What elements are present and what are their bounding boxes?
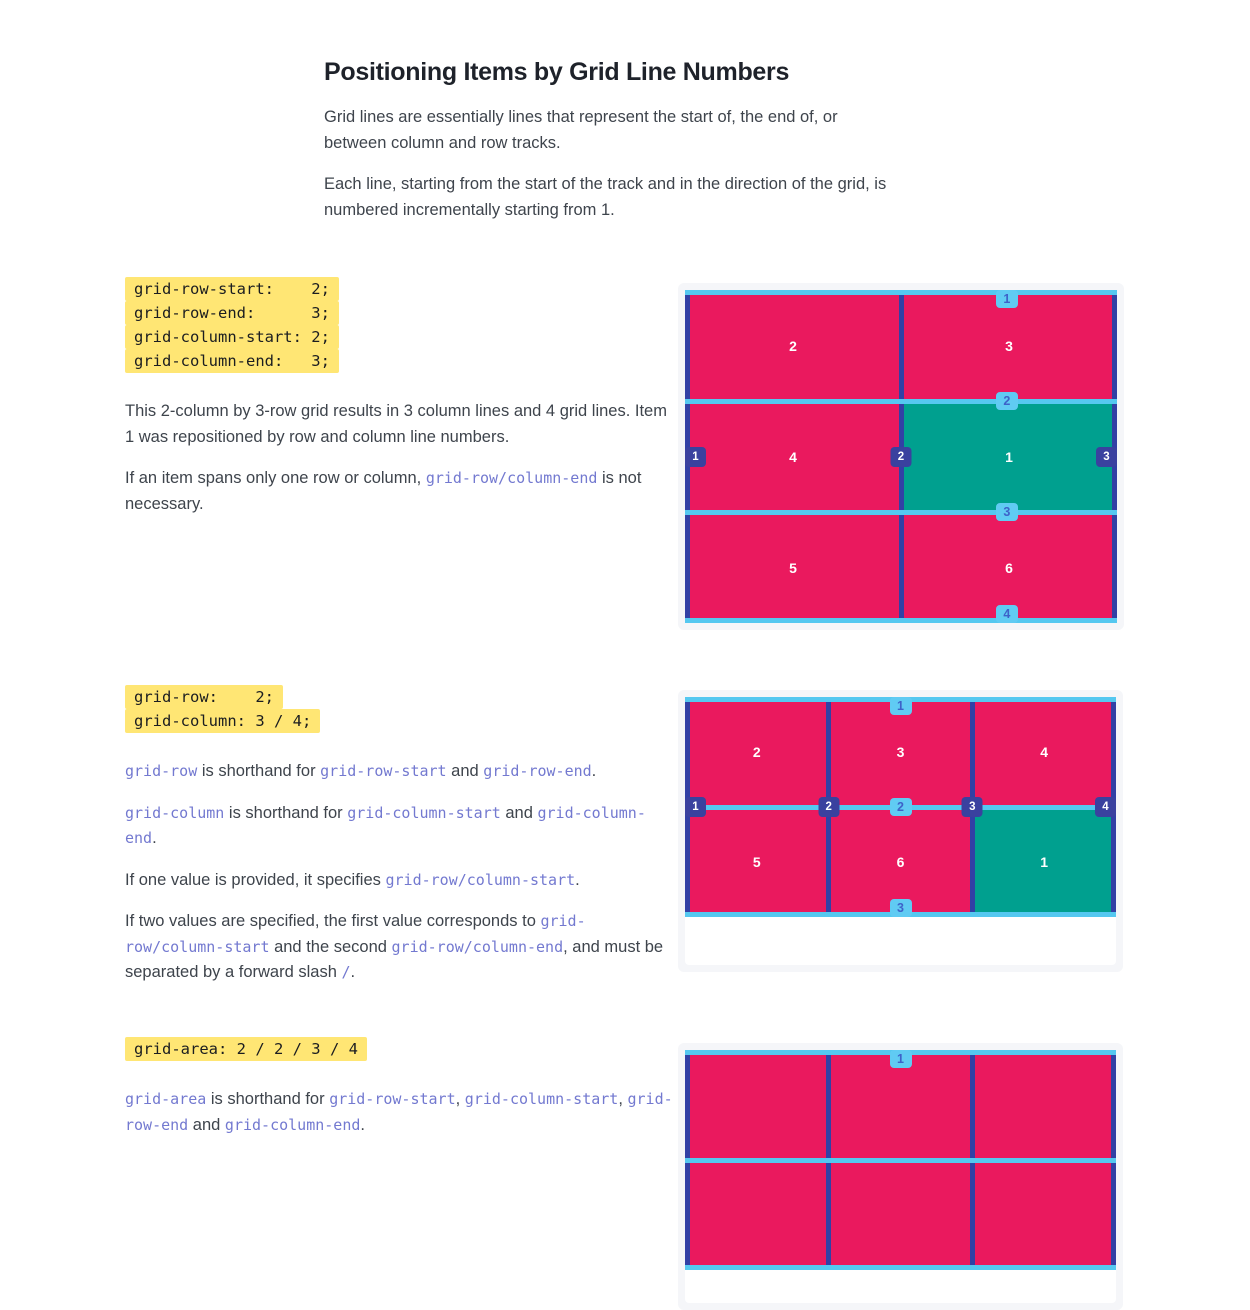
section-paragraphs [125, 399, 673, 517]
grid-cell [685, 401, 901, 512]
text-run: is shorthand for [206, 1090, 330, 1108]
code-line [125, 349, 673, 373]
text-run: This 2-column by 3-row grid results in 3 column lines and 4 grid lines. Item 1 was repositioned by row and column line numbers. [125, 402, 667, 446]
column-line-badge: 2 [891, 447, 912, 467]
code-highlight: grid-row: 2; [125, 685, 283, 709]
column-line-badge: 1 [685, 797, 706, 817]
inline-code: grid-column-end [125, 803, 646, 847]
code-highlight: grid-area: 2 / 2 / 3 / 4 [125, 1037, 367, 1061]
inline-code: grid-row-start [320, 762, 447, 780]
grid-demo-shorthand [678, 690, 1123, 972]
grid-box [685, 290, 1117, 623]
paragraph [125, 801, 673, 852]
inline-code: grid-row/column-end [391, 937, 564, 956]
code-block-grid-row-column-start-end [125, 277, 673, 373]
column-line-badge: 1 [685, 447, 706, 467]
code-highlight: grid-column-start: 2; [125, 325, 339, 349]
inline-code: grid-row/column-end [425, 469, 598, 487]
paragraph [125, 399, 673, 450]
inline-code: grid-column-end [224, 1115, 361, 1134]
code-highlight: grid-column: 3 / 4; [125, 709, 320, 733]
grid-cell [685, 697, 829, 807]
inline-code: grid-row/column-start [125, 912, 586, 956]
row-line-badge: 4 [996, 605, 1018, 623]
code-line [125, 685, 673, 709]
cell-label: 4 [789, 448, 797, 465]
inline-code: grid-row [125, 762, 198, 780]
grid-box [685, 697, 1116, 917]
grid-demo-line-numbers [678, 283, 1124, 630]
inline-code: / [341, 963, 351, 981]
text-run: , and must be separated by a forward slash [125, 937, 664, 981]
grid-line-horizontal [685, 1158, 1116, 1163]
text-run: If an item spans only one row or column, [125, 469, 426, 487]
cell-label: 4 [1040, 744, 1049, 760]
section-line-numbers-text [125, 277, 673, 533]
row-line-badge: 1 [890, 697, 912, 715]
cell-label: 2 [789, 337, 797, 354]
grid-cell [685, 290, 901, 401]
row-line-badge: 1 [890, 1050, 912, 1068]
grid-line-horizontal [685, 1265, 1116, 1270]
text-run: and [500, 803, 538, 822]
cell-label: 3 [1005, 337, 1013, 354]
grid-cell [685, 1050, 829, 1160]
code-line [125, 301, 673, 325]
cell-label: 1 [1040, 854, 1049, 870]
code-line [125, 325, 673, 349]
text-run: is not necessary. [125, 469, 642, 513]
grid-cell [685, 1160, 829, 1270]
column-line-badge: 4 [1095, 797, 1116, 817]
section-shorthand-text [125, 685, 673, 1002]
demo-surface [685, 290, 1117, 623]
inline-code: grid-column [125, 803, 225, 822]
grid-cell [972, 1160, 1116, 1270]
inline-code: grid-row-end [125, 1090, 673, 1134]
text-run: If two values are specified, the first value corresponds to [125, 912, 541, 930]
inline-code: grid-row/column-start [385, 870, 576, 889]
text-run: is shorthand for [197, 762, 321, 780]
section-paragraphs [125, 759, 673, 986]
grid-line-horizontal [685, 399, 1117, 404]
code-line [125, 709, 673, 733]
column-line-badge: 3 [962, 797, 983, 817]
paragraph [125, 868, 673, 894]
text-run: . [152, 829, 157, 847]
grid-line-horizontal [685, 618, 1117, 623]
grid-cell [685, 807, 829, 917]
text-run: , [455, 1090, 465, 1108]
grid-line-horizontal [685, 290, 1117, 295]
grid-line-horizontal [685, 510, 1117, 515]
column-line-badge: 2 [818, 797, 839, 817]
inline-code: grid-column-start [464, 1090, 619, 1108]
inline-code: grid-row-end [483, 762, 592, 780]
intro-paragraph: Each line, starting from the start of the track and in the direction of the grid, is numbered incrementally starting from 1. [324, 175, 887, 219]
code-line [125, 277, 673, 301]
grid-cell [972, 807, 1116, 917]
text-run: and the second [269, 937, 392, 956]
row-line-badge: 1 [996, 290, 1018, 308]
cell-label: 6 [1005, 559, 1013, 576]
inline-code: grid-area [125, 1090, 207, 1108]
text-run: . [591, 762, 597, 780]
text-run: If one value is provided, it specifies [125, 870, 386, 889]
code-highlight: grid-column-end: 3; [125, 349, 339, 373]
column-line-badge: 3 [1096, 447, 1117, 467]
text-run: . [360, 1115, 365, 1134]
text-run: is shorthand for [224, 803, 348, 822]
code-block-grid-row-column-shorthand [125, 685, 673, 733]
cell-label: 6 [896, 854, 905, 870]
grid-demo-grid-area [678, 1043, 1123, 1310]
section-grid-area-text [125, 1037, 673, 1154]
intro-paragraph: Grid lines are essentially lines that represent the start of, the end of, or between column and row tracks. [324, 108, 838, 152]
paragraph [125, 759, 673, 785]
text-run: . [575, 870, 580, 889]
cell-label: 5 [789, 559, 797, 576]
demo-surface [685, 697, 1116, 965]
page-title: Positioning Items by Grid Line Numbers [324, 58, 790, 86]
row-line-badge: 3 [996, 503, 1018, 521]
grid-cell [972, 1050, 1116, 1160]
cell-label: 3 [896, 744, 905, 760]
row-line-badge: 2 [996, 392, 1018, 410]
paragraph [125, 466, 673, 517]
code-line [125, 1037, 673, 1061]
row-line-badge: 2 [890, 798, 912, 816]
grid-cell [829, 1160, 973, 1270]
paragraph [125, 909, 673, 986]
cell-label: 5 [752, 854, 761, 870]
inline-code: grid-row-start [329, 1090, 456, 1108]
grid-cell [685, 512, 901, 623]
text-run: and [188, 1115, 225, 1134]
code-block-grid-area [125, 1037, 673, 1061]
grid-cell [972, 697, 1116, 807]
grid-box [685, 1050, 1116, 1270]
row-line-badge: 3 [890, 899, 912, 917]
cell-label: 2 [752, 744, 761, 760]
text-run: , [618, 1090, 628, 1108]
text-run: and [446, 762, 484, 780]
intro-block [324, 105, 902, 239]
code-highlight: grid-row-start: 2; [125, 277, 339, 301]
demo-surface [685, 1050, 1116, 1303]
text-run: . [350, 963, 356, 981]
inline-code: grid-column-start [347, 803, 501, 822]
cell-label: 1 [1005, 448, 1013, 465]
code-highlight: grid-row-end: 3; [125, 301, 339, 325]
grid-cell [901, 401, 1117, 512]
